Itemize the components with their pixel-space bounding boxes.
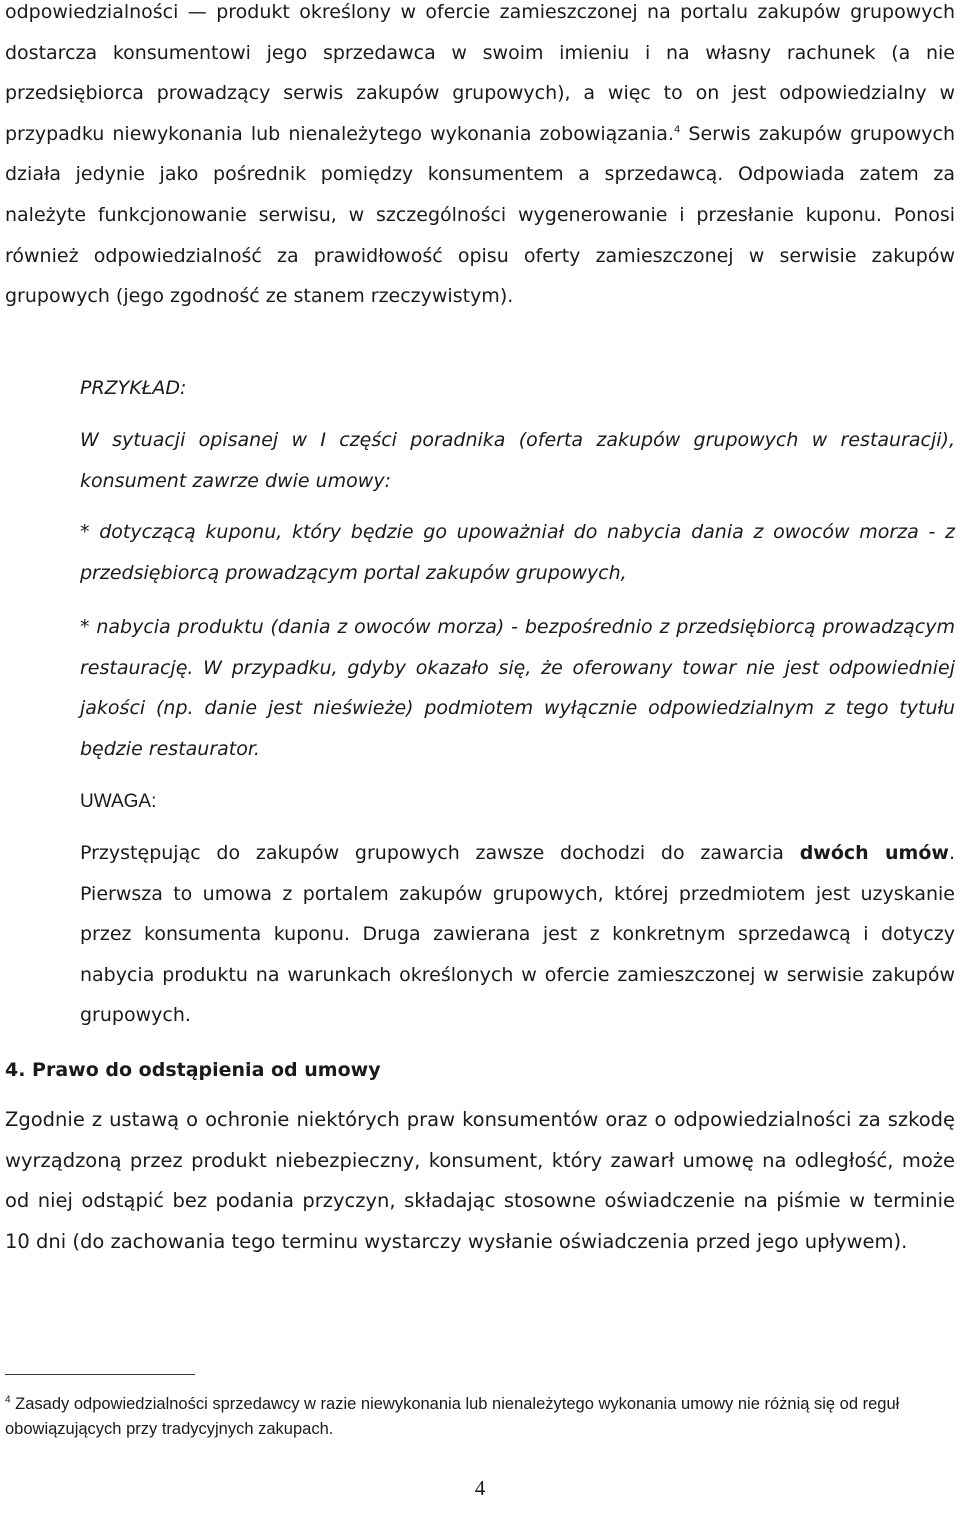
footnote [5,1392,955,1442]
page-number: 4 [474,1476,486,1500]
example-bullet-2: * nabycia produktu (dania z owoców morza) - bezpośrednio z przedsiębiorcą prowadzącym restaurację. W przypadku, gdyby okazało się, że oferowany towar nie jest odpowiedniej jakości (np. danie jest nieświeże) podmiotem wyłącznie odpowiedzialnym z tego tytułu będzie restaurator. [80,616,955,760]
footnote-text: Zasady odpowiedzialności sprzedawcy w razie niewykonania lub nienależytego wykonania umowy nie różnią się od reguł obowiązujących przy tradycyjnych zakupach. [5,1395,900,1438]
section-heading: 4. Prawo do odstąpienia od umowy [5,1059,381,1081]
intro-paragraph [5,0,955,317]
intro-text-continued: Serwis zakupów grupowych działa jedynie jako pośrednik pomiędzy konsumentem a sprzedawcą. Odpowiada zatem za należyte funkcjonowanie serwisu, w szczególności wygenerowanie i przesłanie kuponu. Ponosi również odpowiedzialność za prawidłowość opisu oferty zamieszczonej w serwisie zakupów grupowych (jego zgodność ze stanem rzeczywistym). [5,122,955,308]
example-bullet-1: * dotyczącą kuponu, który będzie go upoważniał do nabycia dania z owoców morza - z przedsiębiorcą prowadzącym portal zakupów grupowych, [80,521,955,584]
example-text: W sytuacji opisanej w I części poradnika (oferta zakupów grupowych w restauracji), konsument zawrze dwie umowy: [80,429,955,492]
footnote-number: 4 [5,1394,11,1406]
note-text: Przystępując do zakupów grupowych zawsze dochodzi do zawarcia dwóch umów. Pierwsza to umowa z portalem zakupów grupowych, której przedmiotem jest uzyskanie przez konsumenta kuponu. Druga zawierana jest z konkretnym sprzedawcą i dotyczy nabycia produktu na warunkach określonych w ofercie zamieszczonej w serwisie zakupów grupowych. [80,842,955,1027]
footnote-reference[interactable]: 4 [673,124,681,136]
footnote-separator [5,1374,195,1375]
section-text: Zgodnie z ustawą o ochronie niektórych praw konsumentów oraz o odpowiedzialności za szkodę wyrządzoną przez produkt niebezpieczny, konsument, który zawarł umowę na odległość, może od niej odstąpić bez podania przyczyn, składając stosowne oświadczenie na piśmie w terminie 10 dni (do zachowania tego terminu wystarczy wysłanie oświadczenia przed jego upływem). [5,1108,955,1253]
note-emphasis: dwóch umów [799,842,949,864]
example-label: PRZYKŁAD: [80,377,187,399]
note-label: UWAGA: [80,791,157,812]
intro-text: odpowiedzialności — produkt określony w ofercie zamieszczonej na portalu zakupów grupowych dostarcza konsumentowi jego sprzedawca w swoim imieniu i na własny rachunek (a nie przedsiębiorca prowadzący serwis zakupów grupowych), a więc to on jest odpowiedzialny w przypadku niewykonania lub nienależytego wykonania zobowiązania. [5,1,955,145]
